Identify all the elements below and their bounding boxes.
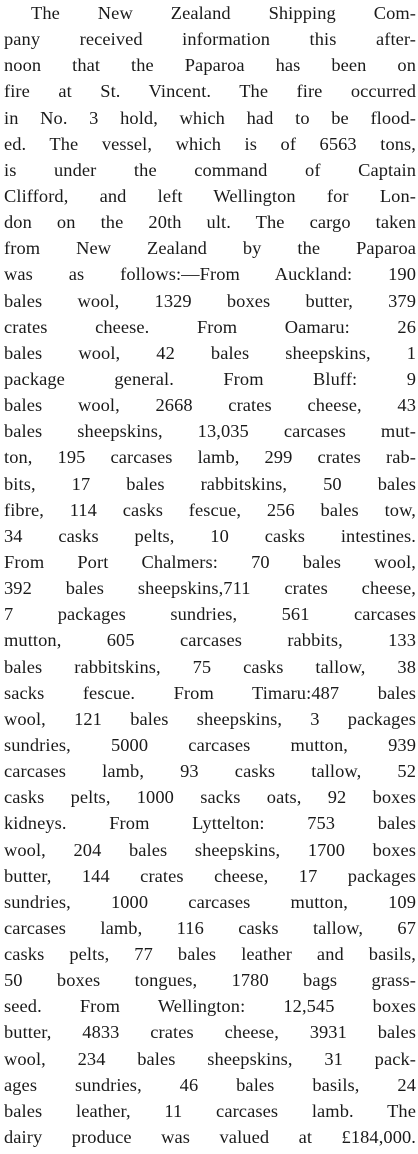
article-line: bales sheepskins, 13,035 carcases mut- (4, 421, 416, 442)
article-line: bales wool, 42 bales sheepskins, 1 (4, 342, 416, 363)
article-line: wool, 121 bales sheepskins, 3 packages (4, 708, 416, 729)
article-line: butter, 144 crates cheese, 17 packages (4, 865, 416, 886)
article-line: ages sundries, 46 bales basils, 24 (4, 1074, 416, 1095)
article-line: bales rabbitskins, 75 casks tallow, 38 (4, 656, 416, 677)
article-line: package general. From Bluff: 9 (4, 368, 416, 389)
article-line: sundries, 1000 carcases mutton, 109 (4, 891, 416, 912)
article-line: 50 boxes tongues, 1780 bags grass- (4, 970, 416, 991)
article-line: from New Zealand by the Paparoa (4, 238, 416, 259)
article-line: 392 bales sheepskins,711 crates cheese, (4, 578, 416, 599)
article-line: carcases lamb, 116 casks tallow, 67 (4, 917, 416, 938)
article-line: bits, 17 bales rabbitskins, 50 bales (4, 473, 416, 494)
article-line: sundries, 5000 carcases mutton, 939 (4, 734, 416, 755)
article-line: fibre, 114 casks fescue, 256 bales tow, (4, 499, 416, 520)
article-line-last: dairy produce was valued at £184,000. (4, 1127, 416, 1148)
article-line: casks pelts, 1000 sacks oats, 92 boxes (4, 787, 416, 808)
article-line: wool, 204 bales sheepskins, 1700 boxes (4, 839, 416, 860)
article-line: fire at St. Vincent. The fire occurred (4, 81, 416, 102)
article-line: noon that the Paparoa has been on (4, 55, 416, 76)
article-line: crates cheese. From Oamaru: 26 (4, 316, 416, 337)
article-line: 7 packages sundries, 561 carcases (4, 604, 416, 625)
article-line: casks pelts, 77 bales leather and basils, (4, 944, 416, 965)
article-line: From Port Chalmers: 70 bales wool, (4, 551, 416, 572)
article-line: mutton, 605 carcases rabbits, 133 (4, 630, 416, 651)
article-line: don on the 20th ult. The cargo taken (4, 212, 416, 233)
article-line: bales wool, 2668 crates cheese, 43 (4, 395, 416, 416)
article-line: seed. From Wellington: 12,545 boxes (4, 996, 416, 1017)
article-line: wool, 234 bales sheepskins, 31 pack- (4, 1048, 416, 1069)
article-line: carcases lamb, 93 casks tallow, 52 (4, 761, 416, 782)
article-line: kidneys. From Lyttelton: 753 bales (4, 813, 416, 834)
article-line: sacks fescue. From Timaru:487 bales (4, 682, 416, 703)
article-line: The New Zealand Shipping Com- (31, 3, 416, 23)
article-line: is under the command of Captain (4, 159, 416, 180)
article-line: was as follows:—From Auckland: 190 (4, 264, 416, 285)
news-article (4, 0, 416, 1150)
article-line: pany received information this after- (4, 29, 416, 50)
article-line: in No. 3 hold, which had to be flood- (4, 107, 416, 128)
article-line: bales leather, 11 carcases lamb. The (4, 1100, 416, 1121)
article-line: ed. The vessel, which is of 6563 tons, (4, 133, 416, 154)
article-line: butter, 4833 crates cheese, 3931 bales (4, 1022, 416, 1043)
article-line: Clifford, and left Wellington for Lon- (4, 185, 416, 206)
article-line: bales wool, 1329 boxes butter, 379 (4, 290, 416, 311)
article-line: ton, 195 carcases lamb, 299 crates rab- (4, 447, 416, 468)
article-line: 34 casks pelts, 10 casks intestines. (4, 525, 416, 546)
